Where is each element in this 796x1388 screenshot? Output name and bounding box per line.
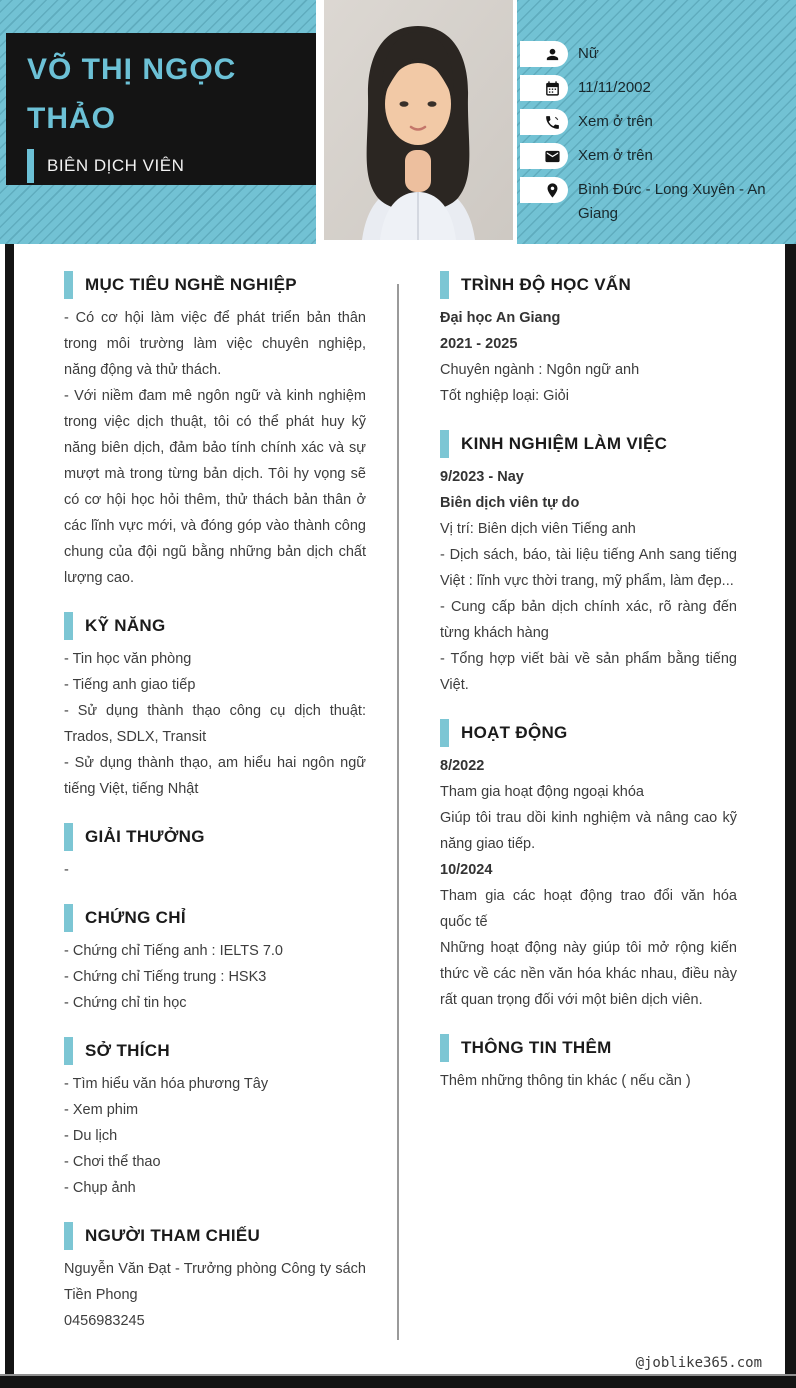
location-icon xyxy=(520,177,568,203)
candidate-name: VÕ THỊ NGỌC THẢO xyxy=(27,53,237,135)
section-title: MỤC TIÊU NGHỀ NGHIỆP xyxy=(85,275,297,294)
education-major: Chuyên ngành : Ngôn ngữ anh xyxy=(440,362,640,378)
section-header xyxy=(64,271,366,299)
section-title: HOẠT ĐỘNG xyxy=(461,723,568,742)
experience-role: Biên dịch viên tự do xyxy=(440,495,580,511)
left-edge-bar xyxy=(5,244,14,1374)
experience-period: 9/2023 - Nay xyxy=(440,469,524,485)
contact-phone: Xem ở trên xyxy=(578,113,653,130)
reference-phone: 0456983245 xyxy=(64,1313,145,1329)
header xyxy=(0,0,796,244)
hobby-item: - Chơi thể thao xyxy=(64,1154,161,1170)
contact-birthday: 11/11/2002 xyxy=(578,79,651,96)
section-education xyxy=(440,271,737,409)
section-skills xyxy=(64,612,366,802)
section-title: NGƯỜI THAM CHIẾU xyxy=(85,1226,261,1245)
section-accent-bar xyxy=(64,612,73,640)
contact-row-email xyxy=(517,143,776,169)
hobby-item: - Du lịch xyxy=(64,1128,118,1144)
experience-position: Vị trí: Biên dịch viên Tiếng anh xyxy=(440,521,636,537)
section-header xyxy=(64,612,366,640)
job-title-row xyxy=(27,149,306,183)
contact-gender: Nữ xyxy=(578,45,599,62)
section-experience xyxy=(440,430,737,698)
right-edge-bar xyxy=(785,244,796,1374)
contact-row-birthday xyxy=(517,75,776,101)
section-title: THÔNG TIN THÊM xyxy=(461,1038,612,1057)
section-header xyxy=(440,719,737,747)
section-header xyxy=(64,1222,366,1250)
section-accent-bar xyxy=(64,823,73,851)
activity-desc: Giúp tôi trau dồi kinh nghiệm và nâng cao kỹ năng giao tiếp. xyxy=(440,810,737,852)
activity-name: Tham gia các hoạt động trao đổi văn hóa quốc tế xyxy=(440,888,737,930)
activity-date: 10/2024 xyxy=(440,862,493,878)
header-contact-panel xyxy=(517,0,796,244)
section-accent-bar xyxy=(440,1034,449,1062)
section-career-objective xyxy=(64,271,366,591)
contact-row-address xyxy=(517,177,776,226)
section-hobbies xyxy=(64,1037,366,1201)
mail-icon xyxy=(520,143,568,169)
section-header xyxy=(64,823,366,851)
phone-icon xyxy=(520,109,568,135)
section-title: GIẢI THƯỞNG xyxy=(85,827,205,846)
section-additional-info xyxy=(440,1034,737,1094)
certificate-item: - Chứng chỉ Tiếng trung : HSK3 xyxy=(64,969,267,985)
section-accent-bar xyxy=(64,1037,73,1065)
activity-name: Tham gia hoạt động ngoại khóa xyxy=(440,784,644,800)
profile-photo xyxy=(324,0,513,240)
section-accent-bar xyxy=(64,271,73,299)
experience-detail: - Dịch sách, báo, tài liệu tiếng Anh sang tiếng Việt : lĩnh vực thời trang, mỹ phẩm, làm đẹp... xyxy=(440,547,737,589)
skill-item: - Sử dụng thành thạo, am hiểu hai ngôn ngữ tiếng Việt, tiếng Nhật xyxy=(64,755,366,797)
section-title: TRÌNH ĐỘ HỌC VẤN xyxy=(461,275,632,294)
contact-email: Xem ở trên xyxy=(578,147,653,164)
certificate-item: - Chứng chỉ tin học xyxy=(64,995,187,1011)
section-accent-bar xyxy=(64,904,73,932)
section-title: KỸ NĂNG xyxy=(85,616,166,635)
section-header xyxy=(440,1034,737,1062)
section-header xyxy=(440,430,737,458)
section-header xyxy=(64,904,366,932)
column-divider xyxy=(397,284,399,1340)
certificate-item: - Chứng chỉ Tiếng anh : IELTS 7.0 xyxy=(64,943,284,959)
education-grade: Tốt nghiệp loại: Giỏi xyxy=(440,388,569,404)
education-years: 2021 - 2025 xyxy=(440,336,518,352)
hobby-item: - Tìm hiểu văn hóa phương Tây xyxy=(64,1076,269,1092)
bottom-black-strip xyxy=(0,1374,796,1388)
right-column xyxy=(440,271,737,1115)
skill-item: - Sử dụng thành thạo công cụ dịch thuật: Trados, SDLX, Transit xyxy=(64,703,366,745)
hobby-item: - Xem phim xyxy=(64,1102,139,1118)
objective-paragraph: - Có cơ hội làm việc để phát triển bản thân trong môi trường làm việc chuyên nghiệp, năng động và thử thách. xyxy=(64,310,366,378)
watermark-credit: @joblike365.com xyxy=(635,1355,762,1371)
education-school: Đại học An Giang xyxy=(440,310,561,326)
calendar-icon xyxy=(520,75,568,101)
section-title: KINH NGHIỆM LÀM VIỆC xyxy=(461,434,668,453)
contact-row-phone xyxy=(517,109,776,135)
section-accent-bar xyxy=(440,430,449,458)
left-column xyxy=(64,271,366,1355)
skill-item: - Tin học văn phòng xyxy=(64,651,192,667)
contact-address: Bình Đức - Long Xuyên - An Giang xyxy=(578,181,766,222)
section-activities xyxy=(440,719,737,1013)
section-accent-bar xyxy=(64,1222,73,1250)
experience-detail: - Tổng hợp viết bài về sản phẩm bằng tiếng Việt. xyxy=(440,651,737,693)
person-icon xyxy=(520,41,568,67)
activity-date: 8/2022 xyxy=(440,758,485,774)
section-accent-bar xyxy=(440,719,449,747)
job-title-accent-bar xyxy=(27,149,34,183)
profile-photo-placeholder xyxy=(324,0,513,240)
skill-item: - Tiếng anh giao tiếp xyxy=(64,677,196,693)
hobby-item: - Chụp ảnh xyxy=(64,1180,136,1196)
section-title: CHỨNG CHỈ xyxy=(85,908,186,927)
section-header xyxy=(440,271,737,299)
section-header xyxy=(64,1037,366,1065)
header-left-panel xyxy=(0,0,316,244)
objective-paragraph: - Với niềm đam mê ngôn ngữ và kinh nghiệm trong việc dịch thuật, tôi có thể phát huy kỹ năng biên dịch, đảm bảo tính chính xác và sự mượt mà trong từng bản dịch. Tôi hy vọng sẽ có cơ hội học hỏi thêm, thử thách bản thân ở các lĩnh vực mới, và đóng góp vào thành công chung của đội ngũ bằng những bản dịch chất lượng cao. xyxy=(64,388,366,586)
name-box xyxy=(6,33,316,185)
section-awards xyxy=(64,823,366,883)
experience-detail: - Cung cấp bản dịch chính xác, rõ ràng đến từng khách hàng xyxy=(440,599,737,641)
contact-row-gender xyxy=(517,41,776,67)
section-certificates xyxy=(64,904,366,1016)
award-item: - xyxy=(64,862,69,878)
activity-desc: Những hoạt động này giúp tôi mở rộng kiến thức về các nền văn hóa khác nhau, điều này rất quan trọng đối với một biên dịch viên. xyxy=(440,940,737,1008)
additional-info-note: Thêm những thông tin khác ( nếu cần ) xyxy=(440,1073,691,1089)
section-references xyxy=(64,1222,366,1334)
section-title: SỞ THÍCH xyxy=(85,1041,170,1060)
reference-name: Nguyễn Văn Đạt - Trưởng phòng Công ty sách Tiền Phong xyxy=(64,1261,366,1303)
job-title: BIÊN DỊCH VIÊN xyxy=(47,156,185,175)
section-accent-bar xyxy=(440,271,449,299)
